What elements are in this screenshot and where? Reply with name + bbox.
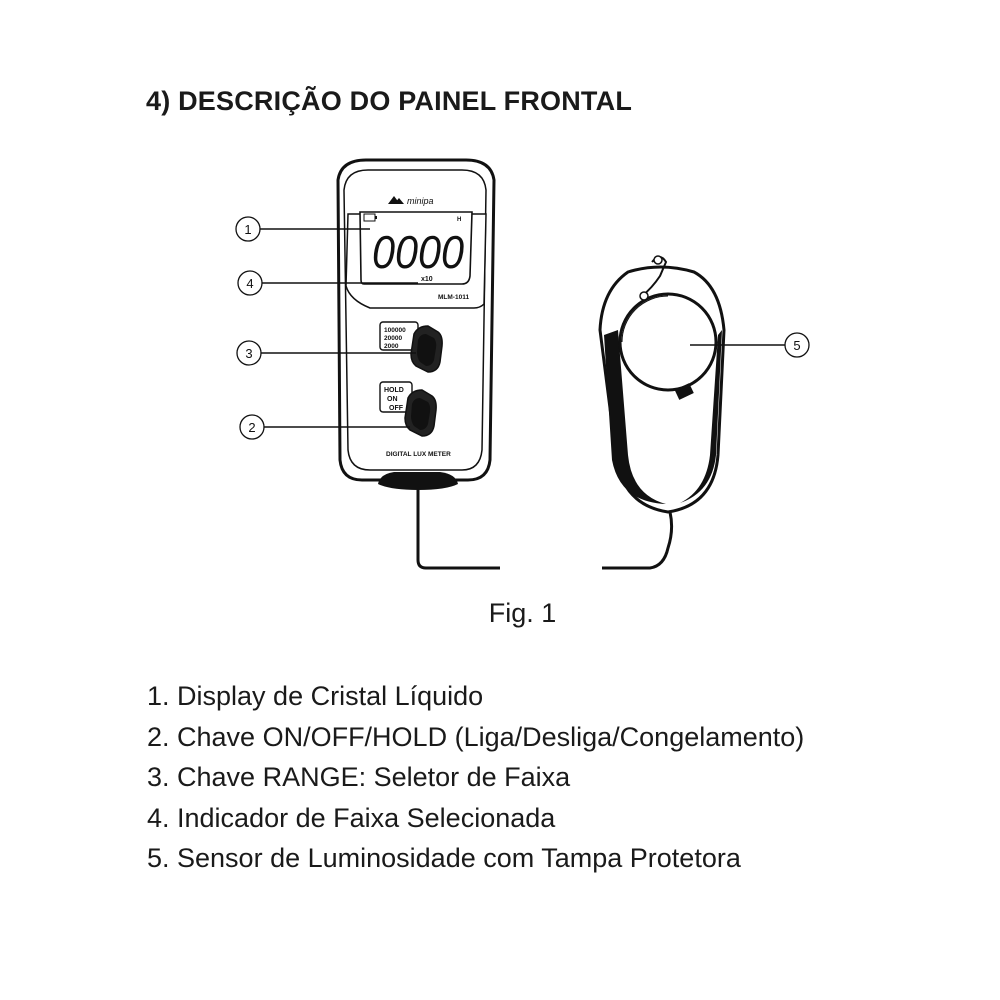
power-label-on: ON (387, 396, 398, 403)
meter-front-view (338, 160, 494, 490)
range-option-1: 100000 (384, 327, 406, 334)
range-option-2: 20000 (384, 335, 403, 342)
device-name-label: DIGITAL LUX METER (386, 451, 451, 458)
legend-item: 3. Chave RANGE: Seletor de Faixa (147, 762, 571, 792)
figure-caption: Fig. 1 (488, 598, 557, 628)
sensor-window (620, 294, 716, 390)
model-label: MLM-1011 (438, 294, 470, 301)
light-sensor-probe (600, 256, 724, 568)
display-digits: 0000 (372, 226, 465, 278)
meter-cable (418, 490, 500, 568)
svg-text:4: 4 (246, 276, 254, 291)
svg-text:2: 2 (248, 420, 256, 435)
svg-text:1: 1 (244, 222, 252, 237)
range-option-3: 2000 (384, 343, 399, 350)
svg-text:3: 3 (245, 346, 253, 361)
power-label-off: OFF (389, 405, 403, 412)
hold-indicator: H (457, 217, 462, 223)
power-label-hold: HOLD (384, 387, 404, 394)
range-unit-indicator: x10 (421, 276, 433, 283)
range-button[interactable] (411, 326, 442, 372)
parts-legend (147, 676, 804, 879)
power-button[interactable] (405, 390, 436, 436)
brand-name: minipa (407, 196, 434, 206)
cable-boot (378, 472, 458, 490)
svg-text:5: 5 (793, 338, 801, 353)
legend-item: 5. Sensor de Luminosidade com Tampa Protetora (147, 843, 741, 873)
legend-item: 4. Indicador de Faixa Selecionada (147, 802, 556, 833)
legend-item: 1. Display de Cristal Líquido (147, 681, 484, 711)
legend-item: 2. Chave ON/OFF/HOLD (Liga/Desliga/Congelamento) (147, 721, 805, 752)
section-heading: 4) DESCRIÇÃO DO PAINEL FRONTAL (146, 86, 633, 116)
